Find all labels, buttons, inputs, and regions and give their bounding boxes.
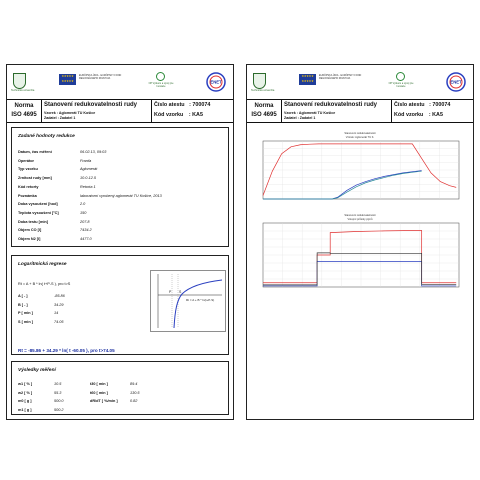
- enet-logo-icon: [445, 71, 467, 93]
- regression-row-value: 34.29: [54, 302, 64, 307]
- input-row-label: Objem N2 [l]: [18, 237, 41, 241]
- inset-formula: Rt = A + B * ln(t+P-S): [186, 298, 215, 302]
- result-row-right-value: 0.82: [130, 399, 138, 403]
- result-row-label: m1 [ g ]: [18, 407, 32, 412]
- input-row-value: 150: [80, 210, 87, 215]
- regression-row-label: S [ min ]: [18, 319, 33, 324]
- cert-cell: [151, 100, 233, 122]
- cert-value: : 700074: [189, 102, 211, 108]
- result-row-value: 500.0: [54, 399, 64, 403]
- norma-label: Norma: [14, 103, 34, 109]
- regression-row-value: 14: [54, 311, 59, 315]
- inset-p-label: P: [169, 290, 172, 294]
- sample-line: Vzorek : Aglomerát TU Košice: [44, 111, 96, 115]
- input-row-value: Franťa: [80, 158, 92, 163]
- regression-row-label: A [ - ]: [18, 294, 28, 298]
- input-row-label: Zrnitost rudy [mm]: [18, 176, 52, 181]
- title-cell: [281, 100, 392, 122]
- cert-label: Číslo atestu: [394, 102, 425, 108]
- norma-cell: [7, 100, 42, 122]
- regression-row-value: -85.86: [54, 294, 65, 298]
- university-crest-icon: [13, 73, 26, 89]
- op-caption: OP Výskum a vývoj pre Inovácie: [148, 82, 174, 88]
- input-row-label: Kód retorty: [18, 184, 39, 189]
- chart-bot-title-1: Stanovení redukovatelnosti: [344, 214, 376, 217]
- regression-equation: Rt = -85.86 + 34.29 * ln( t -60.05 ), pro t>74.05: [18, 348, 115, 353]
- op-caption: OP Výskum a vývoj pre Inovácie: [388, 82, 414, 88]
- input-row-label: Typ vzorku: [18, 167, 38, 172]
- norma-value: ISO 4695: [11, 112, 37, 118]
- op-logo: [387, 72, 413, 92]
- input-row-value: Retorta 1: [80, 184, 96, 189]
- code-label: Kód vzorku: [154, 112, 184, 118]
- report-header-2: [247, 99, 473, 123]
- chart-top-title-2: Vzorek: Aglomerát TU K.: [345, 136, 375, 139]
- cert-label: Číslo atestu: [154, 102, 185, 108]
- input-row-value: 7434.2: [80, 228, 92, 233]
- result-row-label: w2 [ % ]: [18, 390, 33, 395]
- submitter-line: Zadatel : Zadatel 1: [44, 116, 76, 120]
- result-row-right-value: 89.4: [130, 382, 138, 386]
- inputs-section: [11, 127, 229, 247]
- input-row-value: 4477.0: [80, 237, 92, 241]
- eu-caption: EURÓPSKA ÚNIA · EURÓPSKY FOND REGIONÁLNEHO ROZVOJA: [79, 74, 122, 80]
- regression-section: [11, 255, 229, 355]
- regression-row-value: 74.05: [54, 319, 64, 324]
- input-row-label: Doba testu [min]: [18, 219, 48, 224]
- eu-flag-icon: ★★★★★ ★★★★★: [59, 74, 76, 85]
- logo-strip: [11, 71, 229, 93]
- enet-text: ENET: [210, 79, 222, 85]
- university-crest-icon: [253, 73, 266, 89]
- report-page-2: [246, 64, 474, 420]
- result-row-value: 10.5: [54, 382, 62, 386]
- enet-text: ENET: [450, 79, 462, 85]
- input-row-value: Aglomerát: [80, 167, 98, 172]
- input-row-label: Datum, čas měření: [18, 150, 52, 154]
- input-row-label: Operátor: [18, 158, 35, 163]
- regression-formula: Rt = A + B * ln( t+P-S ), pro t>S: [18, 282, 71, 286]
- regression-row-label: P [ min ]: [18, 311, 33, 315]
- input-row-label: Poznámka: [18, 193, 37, 198]
- sample-line: Vzorek : Aglomerát TU Košice: [284, 111, 336, 115]
- input-row-label: Objem CO [l]: [18, 228, 42, 233]
- result-row-value: 55.3: [54, 390, 62, 395]
- report-title: Stanovení redukovatelnosti rudy: [284, 102, 378, 108]
- result-row-value: 500.2: [54, 407, 64, 412]
- submitter-line: Zadatel : Zadatel 1: [284, 116, 316, 120]
- cert-cell: [391, 100, 473, 122]
- result-row-label: m0 [ g ]: [18, 399, 32, 403]
- op-logo: [147, 72, 173, 92]
- eu-caption: EURÓPSKA ÚNIA · EURÓPSKY FOND REGIONÁLNEHO ROZVOJA: [319, 74, 362, 80]
- result-row-right-value: 130.5: [130, 390, 140, 395]
- enet-logo-icon: [205, 71, 227, 93]
- result-row-right-label: t60 [ min ]: [90, 390, 108, 395]
- regression-title: Logaritmická regrese: [18, 262, 67, 267]
- result-row-right-label: t30 [ min ]: [90, 382, 108, 386]
- reducibility-chart: [251, 129, 469, 205]
- result-row-right-label: dR/dT [ %/min ]: [90, 399, 118, 403]
- regression-inset-chart: [150, 270, 226, 332]
- crest-caption: Technická univerzita: [11, 89, 35, 92]
- eu-flag-icon: ★★★★★ ★★★★★: [299, 74, 316, 85]
- crest-caption: Technická univerzita: [251, 89, 275, 92]
- input-row-label: Teplota vysoušení [°C]: [18, 210, 59, 215]
- code-value: : KA5: [188, 112, 203, 118]
- results-title: Výsledky měření: [18, 368, 56, 373]
- title-cell: [41, 100, 152, 122]
- op-circle-icon: [396, 72, 405, 81]
- code-value: : KA5: [428, 112, 443, 118]
- regression-row-label: B [ - ]: [18, 302, 28, 307]
- input-row-value: 10.0-12.5: [80, 176, 97, 181]
- norma-cell: [247, 100, 282, 122]
- result-row-label: w1 [ % ]: [18, 382, 33, 386]
- input-row-label: Doba vysoušení [hod]: [18, 202, 58, 207]
- norma-label: Norma: [254, 103, 274, 109]
- inset-s-label: S: [179, 290, 182, 294]
- report-title: Stanovení redukovatelnosti rudy: [44, 102, 138, 108]
- code-label: Kód vzorku: [394, 112, 424, 118]
- input-row-value: laboratorní vyrobený aglomerát TU Košice, 2013: [80, 193, 162, 198]
- report-header: [7, 99, 233, 123]
- report-page-1: [6, 64, 234, 420]
- results-section: [11, 361, 229, 415]
- logo-strip-2: [251, 71, 469, 93]
- input-row-value: 207.8: [80, 219, 90, 224]
- inputs-title: Zadané hodnoty redukce: [18, 134, 75, 139]
- cert-value: : 700074: [429, 102, 451, 108]
- chart-bot-title-2: Vstupní průtoky plynů: [347, 218, 373, 221]
- gas-flow-chart: [251, 211, 469, 293]
- norma-value: ISO 4695: [251, 112, 277, 118]
- input-row-value: 2.0: [80, 202, 86, 207]
- chart-top-title-1: Stanovení redukovatelnosti: [344, 132, 376, 135]
- op-circle-icon: [156, 72, 165, 81]
- input-row-value: 06.02.13, 09:03: [80, 150, 107, 154]
